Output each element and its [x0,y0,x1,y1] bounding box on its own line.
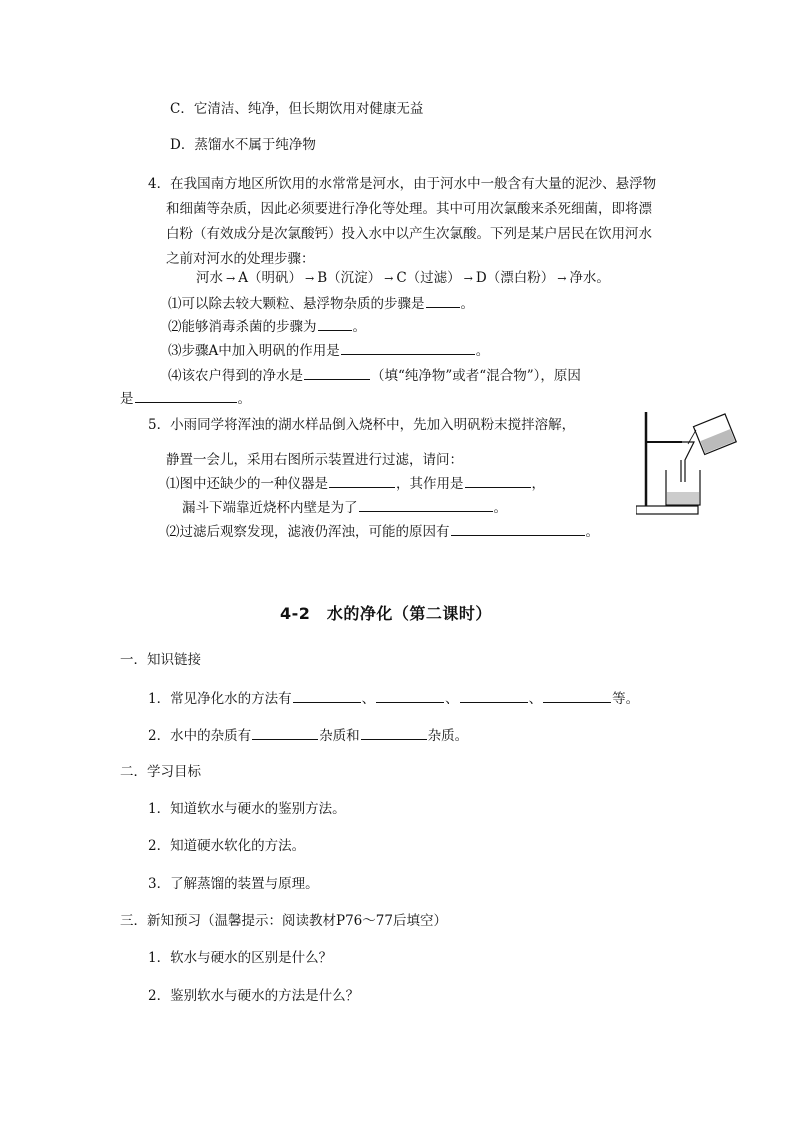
part1-heading: 一．知识链接 [120,652,201,668]
q4-line-3: 白粉（有效成分是次氯酸钙）投入水中以产生次氯酸。下列是某户居民在饮用河水 [166,226,652,242]
q4-sub-1-text: ⑴可以除去较大颗粒、悬浮物杂质的步骤是 [168,296,425,312]
q5-sub-1-line2: 漏斗下端靠近烧杯内壁是为了 [182,500,358,516]
q4-sub-3-end: 。 [475,343,490,359]
part1-item-2-end: 杂质。 [427,728,469,744]
q3-option-d: D．蒸馏水不属于纯净物 [170,137,316,153]
part3-heading: 三．新知预习（温馨提示：阅读教材P76～77后填空） [120,913,447,929]
q5-sub-2-end: 。 [585,524,599,540]
q4-sub-2 [168,316,366,337]
flow-step: 河水 [196,270,223,286]
flow-step: A（明矾） [238,270,302,286]
q4-sub-2-text: ⑵能够消毒杀菌的步骤为 [168,319,317,335]
answer-blank[interactable] [359,497,493,512]
arrow-right-icon: → [384,272,394,285]
q3-option-c: C．它清洁、纯净，但长期饮用对健康无益 [170,101,424,117]
answer-blank[interactable] [426,293,460,308]
answer-blank[interactable] [252,725,318,740]
q4-sub-1 [168,293,474,314]
q4-sub-3 [168,340,489,361]
q4-sub-3-text: ⑶步骤A中加入明矾的作用是 [168,343,340,359]
part1-item-1-end: 等。 [612,691,640,707]
q4-sub-4-line2: 是 [120,391,134,407]
part1-item-2-mid: 杂质和 [319,728,360,744]
q5-sub-1-text: ⑴图中还缺少的一种仪器是 [166,476,328,492]
q5-sub-1-cont [182,497,507,518]
q4-line-1: 4．在我国南方地区所饮用的水常常是河水，由于河水中一般含有大量的泥沙、悬浮物 [148,176,657,192]
flow-step: B（沉淀） [317,270,382,286]
answer-blank[interactable] [329,473,395,488]
q5-sub-1 [166,473,545,494]
part2-item-2: 2．知道硬水软化的方法。 [148,838,306,854]
q4-process-flow [196,268,610,289]
part1-item-1-text: 1．常见净化水的方法有 [148,691,292,707]
arrow-right-icon: → [463,272,473,285]
separator: 、 [361,691,376,707]
pouring-beaker [693,414,736,455]
answer-blank[interactable] [135,388,237,403]
answer-blank[interactable] [318,316,352,331]
q4-sub-4-cont [120,388,251,409]
q5-sub-1-end: 。 [493,500,507,516]
q5-sub-2 [166,521,599,542]
q5-sub-1-comma: ， [531,476,545,492]
q4-sub-2-end: 。 [352,319,366,335]
part2-item-1: 1．知道软水与硬水的鉴别方法。 [148,801,346,817]
q4-sub-4 [168,365,581,386]
part3-item-2: 2．鉴别软水与硬水的方法是什么？ [148,988,360,1004]
part1-item-1 [148,688,639,709]
answer-blank[interactable] [465,473,531,488]
q4-sub-4-end: 。 [237,391,251,407]
separator: 、 [445,691,459,707]
answer-blank[interactable] [293,688,361,703]
answer-blank[interactable] [376,688,444,703]
flow-step: C（过滤） [396,270,461,286]
arrow-right-icon: → [557,272,567,285]
answer-blank[interactable] [341,340,475,355]
part2-item-3: 3．了解蒸馏的装置与原理。 [148,876,319,892]
filtrate [667,492,699,504]
answer-blank[interactable] [543,688,611,703]
part2-heading: 二．学习目标 [120,764,201,780]
answer-blank[interactable] [361,725,427,740]
arrow-right-icon: → [304,272,315,285]
answer-blank[interactable] [451,521,585,536]
part1-item-2 [148,725,468,746]
answer-blank[interactable] [304,365,370,380]
q4-line-4: 之前对河水的处理步骤： [166,251,315,267]
flow-step: D（漂白粉） [475,270,555,286]
separator: 、 [528,691,543,707]
part1-item-2-text: 2．水中的杂质有 [148,728,252,744]
q5-sub-2-text: ⑵过滤后观察发现，滤液仍浑浊，可能的原因有 [166,524,450,540]
answer-blank[interactable] [460,688,528,703]
q5-sub-1-mid: ，其作用是 [396,476,464,492]
arrow-right-icon: → [226,272,236,285]
q4-sub-1-end: 。 [460,296,474,312]
stand-base [636,506,698,514]
flow-step: 净水。 [569,270,610,286]
filtration-apparatus-illustration [636,408,740,520]
part3-item-1: 1．软水与硬水的区别是什么？ [148,950,333,966]
q4-sub-4-text: ⑷该农户得到的净水是 [168,368,303,384]
q5-line-1: 5．小雨同学将浑浊的湖水样品倒入烧杯中，先加入明矾粉末搅拌溶解， [148,417,576,433]
q5-line-2: 静置一会儿，采用右图所示装置进行过滤，请问： [166,452,463,468]
q4-sub-4-mid: （填“纯净物”或者“混合物”），原因 [371,368,581,384]
funnel [672,442,694,482]
q4-line-2: 和细菌等杂质，因此必须要进行净化等处理。其中可用次氯酸来杀死细菌，即将漂 [166,201,652,217]
section-title: 4-2 水的净化（第二课时） [280,604,492,623]
